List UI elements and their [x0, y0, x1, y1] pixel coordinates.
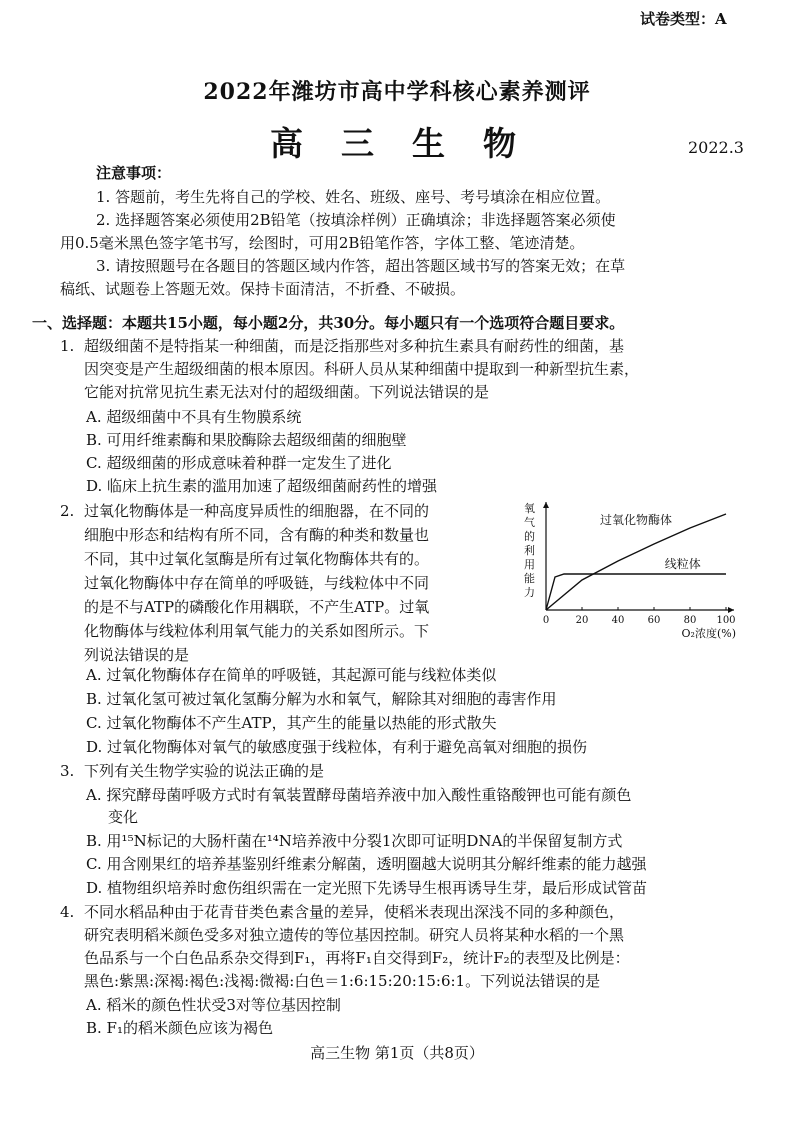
q3-option-c: C. 用含刚果红的培养基鉴别纤维素分解菌，透明圈越大说明其分解纤维素的能力越强 [86, 855, 647, 873]
exam-date: 2022.3 [688, 138, 744, 157]
q2-stem-line-7: 列说法错误的是 [84, 646, 190, 664]
x-tick-label: 40 [611, 615, 625, 626]
x-axis-arrow [728, 607, 734, 613]
q4-option-b: B. F₁的稻米颜色应该为褐色 [86, 1019, 273, 1037]
notice-line-1: 1. 答题前，考生先将自己的学校、姓名、班级、座号、考号填涂在相应位置。 [96, 188, 611, 206]
q1-option-b: B. 可用纤维素酶和果胶酶除去超级细菌的细胞壁 [86, 431, 407, 449]
q2-stem-line-1: 过氧化物酶体是一种高度异质性的细胞器，在不同的 [84, 502, 430, 520]
x-tick-label: 100 [716, 615, 736, 626]
q3-option-a: A. 探究酵母菌呼吸方式时有氧装置酵母菌培养液中加入酸性重铬酸钾也可能有颜色 [86, 786, 632, 804]
q2-option-a: A. 过氧化物酶体存在简单的呼吸链，其起源可能与线粒体类似 [86, 666, 497, 684]
y-axis-label-char: 利 [524, 544, 535, 557]
notice-line-3: 用0.5毫米黑色签字笔书写，绘图时，可用2B铅笔作答，字体工整、笔迹清楚。 [60, 234, 585, 252]
y-axis-label-char: 用 [524, 558, 535, 571]
x-tick-label: 80 [683, 615, 697, 626]
q2-option-b: B. 过氧化氢可被过氧化氢酶分解为水和氧气，解除其对细胞的毒害作用 [86, 690, 557, 708]
series-label-peroxisome: 过氧化物酶体 [600, 513, 673, 527]
series-line-1 [546, 574, 726, 610]
x-tick-label: 20 [575, 615, 589, 626]
q2-stem-line-2: 细胞中形态和结构有所不同，含有酶的种类和数量也 [84, 526, 430, 544]
x-axis-label: O₂浓度(%) [681, 627, 736, 640]
q1-option-d: D. 临床上抗生素的滥用加速了超级细菌耐药性的增强 [86, 477, 438, 495]
q1-option-a: A. 超级细菌中不具有生物膜系统 [86, 408, 302, 426]
q1-option-c: C. 超级细菌的形成意味着种群一定发生了进化 [86, 454, 392, 472]
q1-stem-line-3: 它能对抗常见抗生素无法对付的超级细菌。下列说法错误的是 [84, 383, 490, 401]
notice-line-4: 3. 请按照题号在各题目的答题区域内作答，超出答题区域书写的答案无效；在草 [96, 257, 626, 275]
q1-number: 1. [60, 337, 75, 355]
q1-stem-line-2: 因突变是产生超级细菌的根本原因。科研人员从某种细菌中提取到一种新型抗生素， [84, 360, 640, 378]
subject-title: 高三生物 [270, 124, 554, 163]
series-label-mitochondria: 线粒体 [664, 557, 701, 571]
paper-type: 试卷类型：A [640, 10, 727, 28]
y-axis-arrow [543, 502, 549, 508]
x-tick-label: 0 [542, 615, 550, 626]
q2-option-c: C. 过氧化物酶体不产生ATP，其产生的能量以热能的形式散失 [86, 714, 497, 732]
q3-option-a-cont: 变化 [108, 808, 139, 826]
notice-title: 注意事项： [96, 164, 172, 182]
q1-stem-line-1: 超级细菌不是特指某一种细菌，而是泛指那些对多种抗生素具有耐药性的细菌，基 [84, 337, 625, 355]
q2-option-d: D. 过氧化物酶体对氧气的敏感度强于线粒体，有利于避免高氧对细胞的损伤 [86, 738, 588, 756]
q4-stem-line-4: 黑色:紫黑:深褐:褐色:浅褐:微褐:白色＝1:6:15:20:15:6:1。下列说法错误的是 [84, 972, 601, 990]
x-tick-label: 60 [647, 615, 661, 626]
q4-number: 4. [60, 903, 75, 921]
y-axis-label-char: 的 [524, 530, 535, 543]
page-footer: 高三生物 第1页（共8页） [310, 1044, 484, 1062]
q2-number: 2. [60, 502, 75, 520]
y-axis-label-char: 气 [524, 516, 535, 529]
q2-stem-line-6: 化物酶体与线粒体利用氧气能力的关系如图所示。下 [84, 622, 430, 640]
q2-stem-line-4: 过氧化物酶体中存在简单的呼吸链，与线粒体中不同 [84, 574, 430, 592]
q3-number: 3. [60, 762, 75, 780]
q4-stem-line-3: 色品系与一个白色品系杂交得到F₁，再将F₁自交得到F₂，统计F₂的表型及比例是： [84, 949, 630, 967]
y-axis-label-char: 氧 [524, 502, 535, 515]
q4-stem-line-1: 不同水稻品种由于花青苷类色素含量的差异，使稻米表现出深浅不同的多种颜色， [84, 903, 625, 921]
q3-option-b: B. 用¹⁵N标记的大肠杆菌在¹⁴N培养液中分裂1次即可证明DNA的半保留复制方式 [86, 832, 623, 850]
y-axis-label-char: 力 [524, 586, 535, 599]
exam-title: 2022年潍坊市高中学科核心素养测评 [203, 79, 591, 105]
q3-option-d: D. 植物组织培养时愈伤组织需在一定光照下先诱导生根再诱导生芽，最后形成试管苗 [86, 879, 648, 897]
q4-option-a: A. 稻米的颜色性状受3对等位基因控制 [86, 996, 341, 1014]
oxygen-utilization-chart [520, 500, 760, 650]
section-heading: 一、选择题：本题共15小题，每小题2分，共30分。每小题只有一个选项符合题目要求。 [32, 314, 625, 332]
y-axis-label-char: 能 [524, 572, 535, 585]
q2-stem-line-3: 不同，其中过氧化氢酶是所有过氧化物酶体共有的。 [84, 550, 430, 568]
notice-line-5: 稿纸、试题卷上答题无效。保持卡面清洁，不折叠、不破损。 [60, 280, 466, 298]
q3-stem: 下列有关生物学实验的说法正确的是 [84, 762, 325, 780]
q2-stem-line-5: 的是不与ATP的磷酸化作用耦联，不产生ATP。过氧 [84, 598, 430, 616]
notice-line-2: 2. 选择题答案必须使用2B铅笔（按填涂样例）正确填涂；非选择题答案必须使 [96, 211, 616, 229]
q4-stem-line-2: 研究表明稻米颜色受多对独立遗传的等位基因控制。研究人员将某种水稻的一个黑 [84, 926, 625, 944]
